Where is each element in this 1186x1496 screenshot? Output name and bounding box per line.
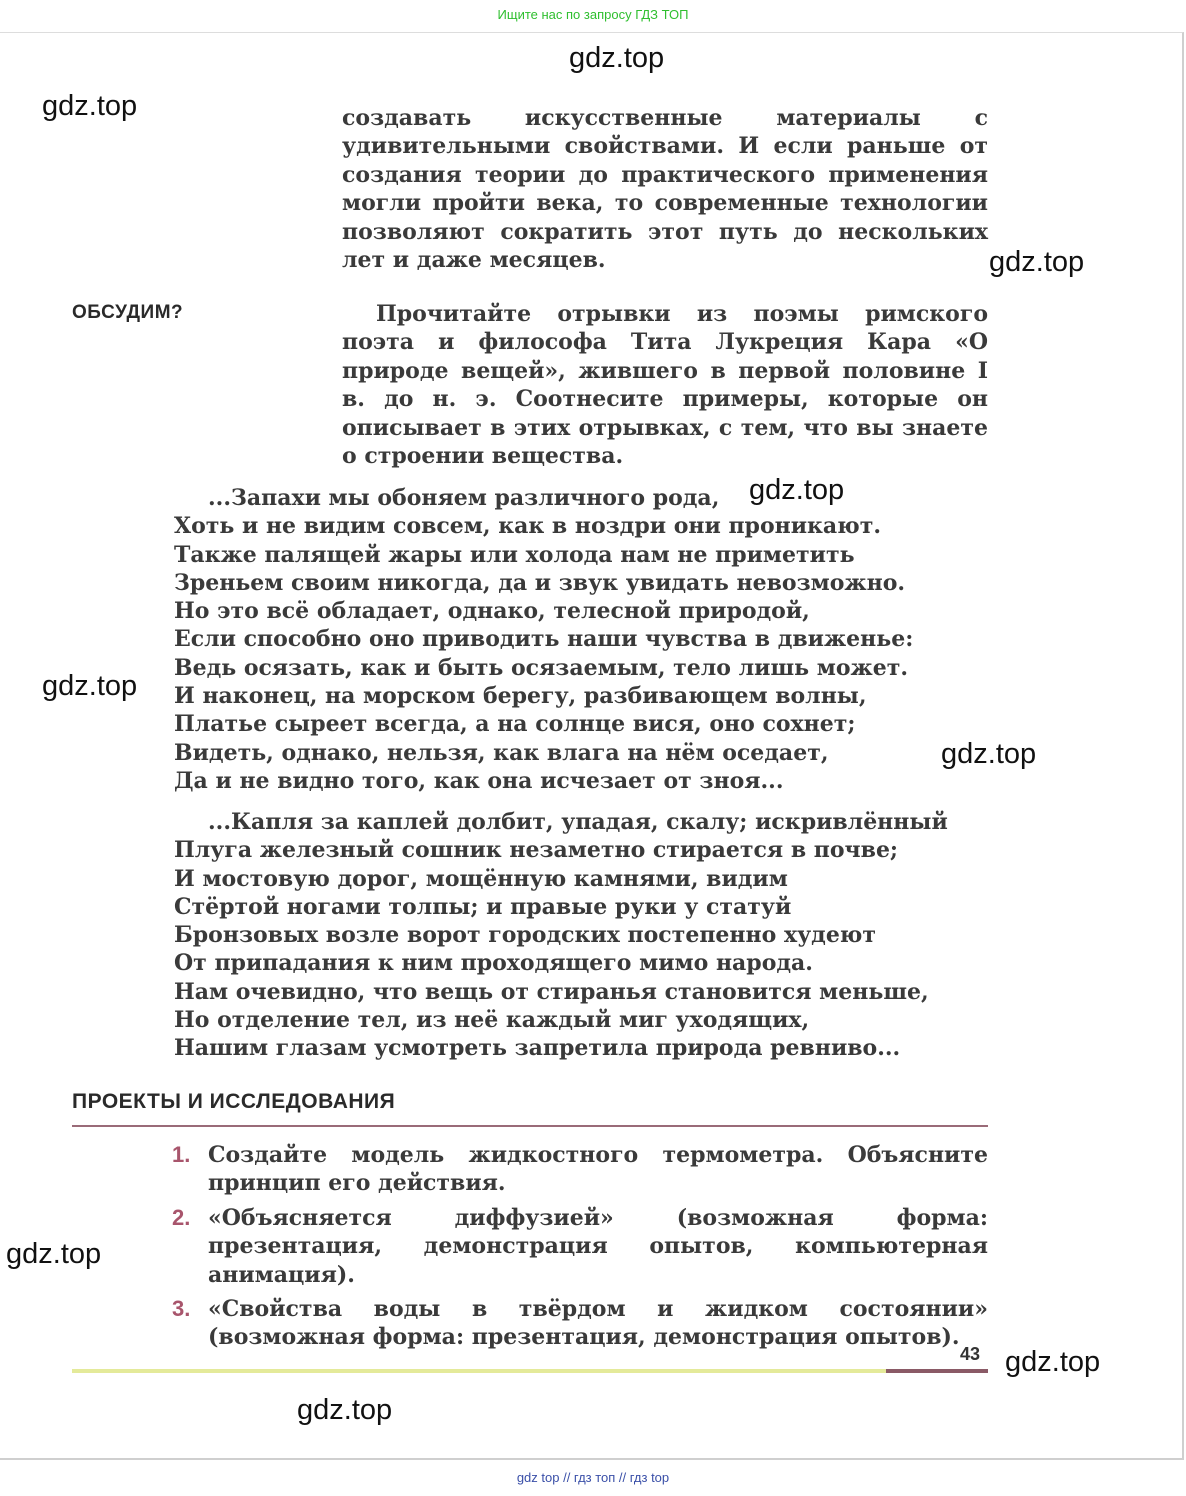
poem-line: Бронзовых возле ворот городских постепенно худеют <box>174 922 877 949</box>
footer-rule-accent <box>886 1369 988 1373</box>
footer-rule <box>72 1369 886 1373</box>
section-divider <box>72 1125 988 1127</box>
watermark: gdz.top <box>569 42 665 74</box>
poem-excerpt-2 <box>174 808 994 1063</box>
search-banner: Ищите нас по запросу ГДЗ ТОП <box>497 7 689 22</box>
list-item-text: «Свойства воды в твёрдом и жидком состоянии» (возможная форма: презентация, демонстрация опытов). <box>208 1296 988 1351</box>
poem-line: Также палящей жары или холода нам не приметить <box>174 541 855 568</box>
poem-line: И мостовую дорог, мощённую камнями, видим <box>174 865 788 892</box>
watermark: gdz.top <box>749 474 845 506</box>
watermark: gdz.top <box>42 670 138 702</box>
projects-list <box>172 1141 988 1358</box>
poem-excerpt-1 <box>174 484 994 795</box>
list-item <box>172 1295 988 1352</box>
list-item <box>172 1204 988 1289</box>
list-item-number: 3. <box>172 1296 191 1322</box>
poem-line: Нашим глазам усмотреть запретила природа ревниво... <box>174 1035 901 1062</box>
poem-line: Да и не видно того, как она исчезает от зноя... <box>174 767 784 794</box>
poem-line: Но отделение тел, из неё каждый миг уходящих, <box>174 1007 810 1034</box>
discuss-paragraph: Прочитайте отрывки из поэмы римского поэта и философа Тита Лукреция Кара «О природе вещей», жившего в первой половине I в. до н. э. Соотнесите примеры, которые он описывает в этих отрывках, с тем, что вы знаете о строении вещества. <box>342 301 988 470</box>
watermark: gdz.top <box>6 1238 102 1270</box>
poem-line: Плуга железный сошник незаметно стирается в почве; <box>174 837 899 864</box>
poem-line: ...Запахи мы обоняем различного рода, <box>208 485 720 511</box>
watermark: gdz.top <box>1005 1346 1101 1378</box>
list-item-number: 2. <box>172 1204 191 1230</box>
poem-line: Нам очевидно, что вещь от стиранья становится меньше, <box>174 978 929 1005</box>
poem-line: Хоть и не видим совсем, как в ноздри они проникают. <box>174 513 882 540</box>
poem-line: Стёртой ногами толпы; и правые руки у статуй <box>174 893 792 920</box>
poem-line: Если способно оно приводить наши чувства в движенье: <box>174 626 914 653</box>
watermark: gdz.top <box>989 246 1085 278</box>
poem-line: От припадания к ним проходящего мимо народа. <box>174 950 813 977</box>
list-item-text: Создайте модель жидкостного термометра. Объясните принцип его действия. <box>208 1142 988 1197</box>
watermark: gdz.top <box>42 90 138 122</box>
watermark: gdz.top <box>941 738 1037 770</box>
list-item-text: «Объясняется диффузией» (возможная форма: презентация, демонстрация опытов, компьютерная анимация). <box>208 1204 988 1288</box>
discuss-heading: ОБСУДИМ? <box>72 302 184 323</box>
watermark: gdz.top <box>297 1394 393 1426</box>
intro-paragraph: создавать искусственные материалы с удивительными свойствами. И если раньше от создания теории до практического применения могли пройти века, то современные технологии позволяют сократить этот путь до нескольких лет и даже месяцев. <box>342 105 988 274</box>
list-item <box>172 1141 988 1198</box>
list-item-number: 1. <box>172 1142 191 1167</box>
page-number: 43 <box>960 1344 981 1364</box>
poem-line: ...Капля за каплей долбит, упадая, скалу; искривлённый <box>208 809 948 835</box>
projects-heading: ПРОЕКТЫ И ИССЛЕДОВАНИЯ <box>72 1090 396 1113</box>
footer-links[interactable]: gdz top // гдз топ // гдз top <box>516 1470 670 1485</box>
poem-line: Но это всё обладает, однако, телесной природой, <box>174 598 810 625</box>
poem-line: Зреньем своим никогда, да и звук увидать невозможно. <box>174 569 906 596</box>
poem-line: Ведь осязать, как и быть осязаемым, тело лишь может. <box>174 654 908 681</box>
poem-line: Платье сыреет всегда, а на солнце вися, оно сохнет; <box>174 711 856 738</box>
poem-line: Видеть, однако, нельзя, как влага на нём оседает, <box>174 739 829 766</box>
poem-line: И наконец, на морском берегу, разбивающем волны, <box>174 683 867 710</box>
